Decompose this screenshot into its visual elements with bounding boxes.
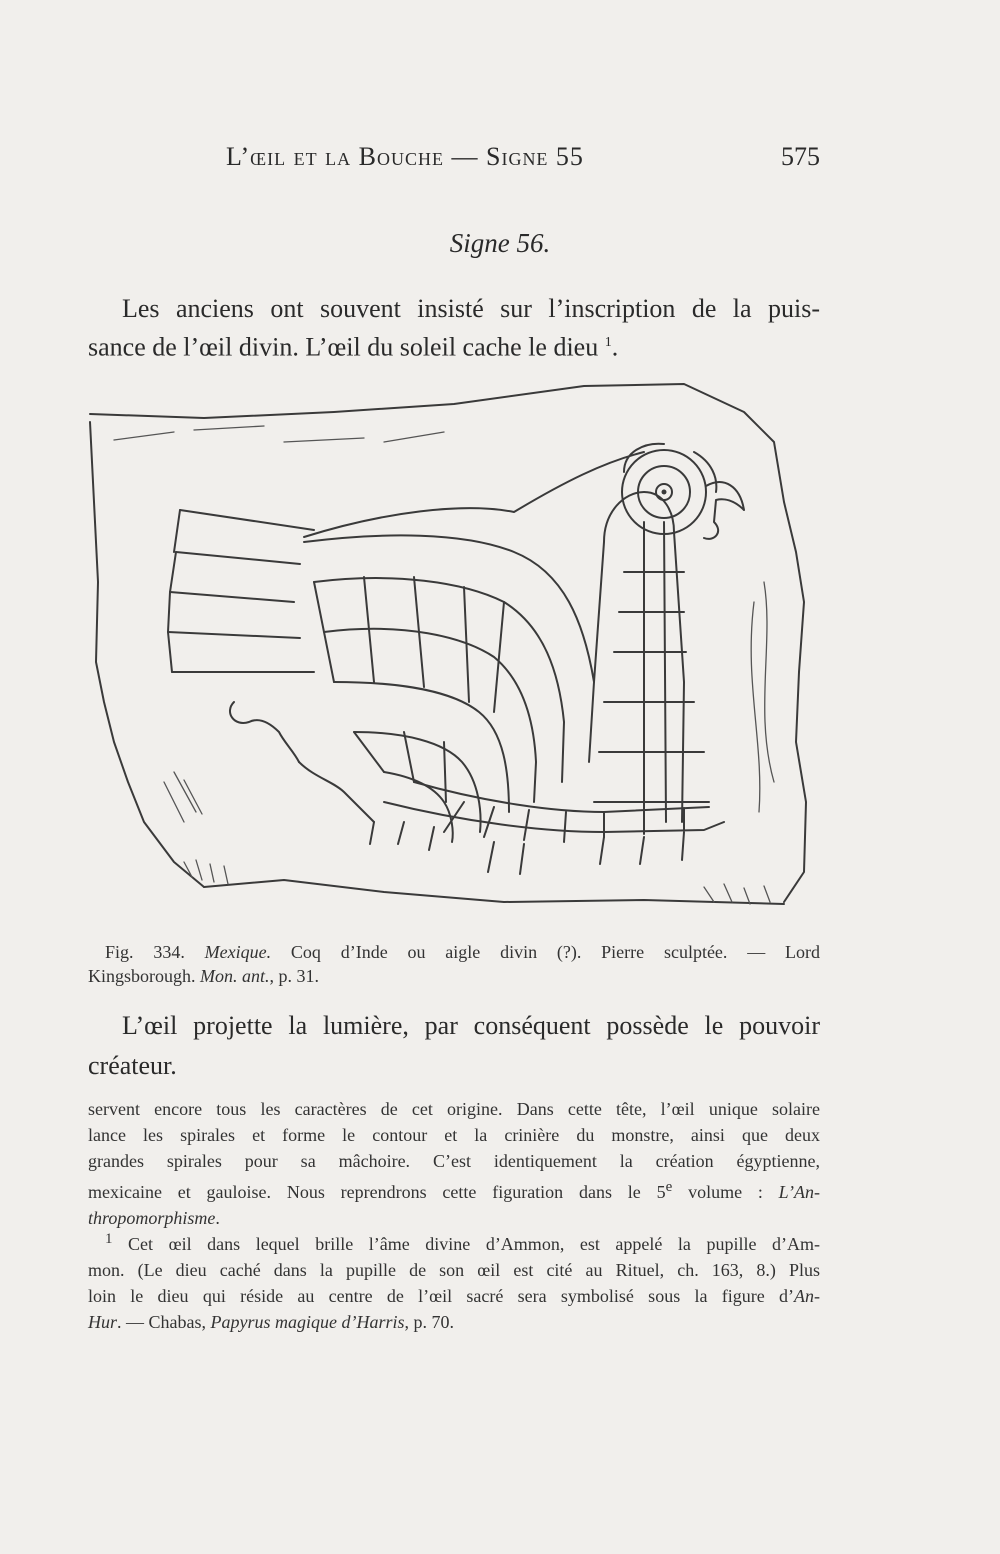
p3-line-4-start: mexicaine et gauloise. Nous reprendrons cette figuration dans le 5	[88, 1182, 666, 1202]
fn-line-4-end: , p. 70.	[404, 1312, 455, 1332]
footnote-line-1	[88, 1226, 820, 1257]
paragraph-2	[88, 1006, 820, 1086]
paragraph-3-line-4	[88, 1174, 820, 1205]
bird-neck	[594, 492, 684, 822]
figure-caption	[88, 940, 820, 988]
section-title: Signe 56.	[449, 228, 551, 258]
fn-line-3-italic: An-	[794, 1286, 820, 1306]
fn-line-4-italic-2: Papyrus magique d’Harris	[210, 1312, 405, 1332]
title-signe: Signe 55	[485, 142, 584, 171]
paragraph-3	[88, 1096, 820, 1231]
footnote-line-3	[88, 1283, 820, 1309]
bird-beak	[704, 482, 744, 539]
title-l: L’	[226, 142, 251, 171]
running-header	[88, 142, 820, 178]
caption-line-1	[88, 940, 820, 964]
paragraph-2-line-1: L’œil projette la lumière, par conséquent possède le pouvoir	[122, 1011, 820, 1040]
paragraph-2-line-2: créateur.	[88, 1051, 177, 1080]
bird-claw-back	[488, 832, 684, 874]
p3-line-5-end: .	[215, 1208, 220, 1228]
p3-line-4-italic: L’An-	[778, 1182, 820, 1202]
title-bouche: Bouche	[358, 142, 444, 171]
paragraph-3-line-3: grandes spirales pour sa mâchoire. C’est identiquement la création égyptienne,	[88, 1151, 820, 1171]
footnote-line-2: mon. (Le dieu caché dans la pupille de son œil est cité au Rituel, ch. 163, 8.) Plus	[88, 1260, 820, 1280]
p3-sup: e	[665, 1179, 673, 1195]
title-dash: —	[451, 142, 479, 171]
bird-claw-front	[230, 702, 299, 762]
fn-line-4-italic: Hur	[88, 1312, 118, 1332]
p3-line-5-italic: thropomorphisme	[88, 1208, 216, 1228]
footnote-marker: 1	[105, 1231, 113, 1247]
paragraph-1-end: .	[611, 332, 619, 362]
caption-text-1: Coq d’Inde ou aigle divin (?). Pierre sculptée. — Lord	[271, 942, 821, 962]
paragraph-3-line-1: servent encore tous les caractères de cet origine. Dans cette tête, l’œil unique solaire	[88, 1099, 820, 1119]
paragraph-1	[88, 292, 820, 365]
fn-line-1: Cet œil dans lequel brille l’âme divine d’Ammon, est appelé la pupille d’Am-	[112, 1234, 820, 1254]
paragraph-1-line-1: Les anciens ont souvent insisté sur l’inscription de la puis-	[122, 294, 820, 323]
fn-line-4-mid: . — Chabas,	[117, 1312, 211, 1332]
title-oeil: œil et la	[250, 142, 352, 171]
carved-stone-bird-illustration	[84, 382, 820, 930]
p3-line-4-mid: volume :	[672, 1182, 779, 1202]
bird-body-arc-1	[304, 535, 594, 762]
caption-fig-label: Fig. 334.	[105, 942, 185, 962]
footnote	[88, 1226, 820, 1335]
paragraph-3-line-2: lance les spirales et forme le contour et la crinière du monstre, ainsi que deux	[88, 1125, 820, 1145]
figure-334	[84, 382, 820, 930]
footnote-ref[interactable]: 1	[604, 335, 612, 350]
caption-source: Mon. ant.	[200, 966, 270, 986]
footnote-line-4	[88, 1309, 820, 1335]
paragraph-1-line-2: sance de l’œil divin. L’œil du soleil cache le dieu	[88, 332, 605, 362]
caption-place: Mexique.	[204, 942, 272, 962]
caption-text-2: Kingsborough.	[88, 966, 200, 986]
tail-feathers	[168, 510, 314, 672]
running-title	[226, 142, 584, 172]
caption-text-3: , p. 31.	[269, 966, 319, 986]
caption-line-2	[88, 966, 319, 986]
fn-line-3-start: loin le dieu qui réside au centre de l’œil sacré sera symbolisé sous la figure d’	[88, 1286, 794, 1306]
page-number: 575	[781, 142, 820, 171]
